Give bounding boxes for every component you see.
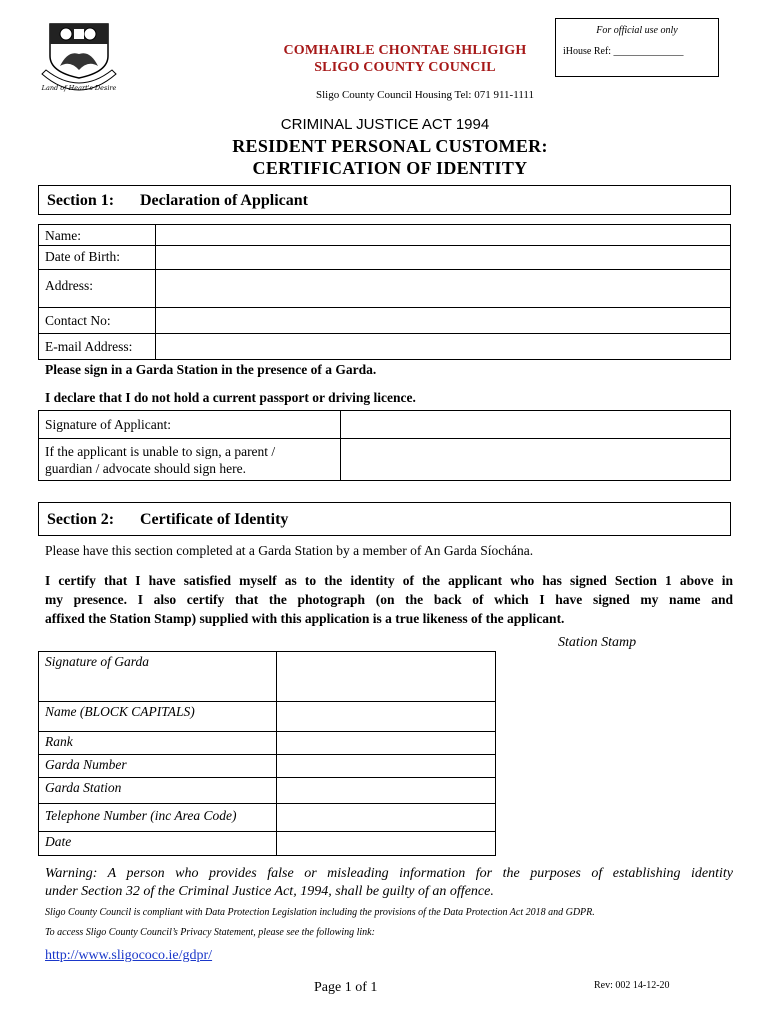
guardian-line1: If the applicant is unable to sign, a parent / (45, 444, 276, 459)
section1-header (38, 185, 731, 215)
name-label: Name: (39, 225, 156, 246)
garda-number-label: Garda Number (39, 755, 277, 778)
garda-telephone-label: Telephone Number (inc Area Code) (39, 804, 277, 832)
garda-rank-label: Rank (39, 732, 277, 755)
section1-heading: Declaration of Applicant (140, 192, 308, 209)
act-title: CRIMINAL JUSTICE ACT 1994 (280, 116, 490, 133)
signature-table (38, 410, 731, 481)
section2-heading: Certificate of Identity (140, 511, 289, 528)
certify-line3: affixed the Station Stamp) supplied with this application is a true likeness of the applicant. (45, 611, 565, 626)
guardian-line2: guardian / advocate should sign here. (45, 461, 246, 476)
applicant-details-table (38, 224, 731, 360)
email-label: E-mail Address: (39, 334, 156, 360)
section1-number: Section 1: (47, 192, 115, 209)
garda-details-table (38, 651, 496, 856)
guardian-signature-field[interactable] (341, 439, 731, 481)
name-input[interactable] (156, 225, 731, 246)
declaration-text: I declare that I do not hold a current passport or driving licence. (45, 390, 416, 405)
garda-station-field[interactable] (277, 778, 496, 804)
contact-label: Contact No: (39, 308, 156, 334)
guardian-signature-label (39, 439, 341, 481)
official-use-label: For official use only (596, 25, 678, 36)
council-name-english: SLIGO COUNTY COUNCIL (314, 60, 496, 75)
date-label: Date (39, 832, 277, 856)
certify-line1: I certify that I have satisfied myself as to the identity of the applicant who has signed Section 1 above in (45, 573, 733, 588)
garda-station-label: Garda Station (39, 778, 277, 804)
section2-number: Section 2: (47, 511, 115, 528)
section2-instruction: Please have this section completed at a Garda Station by a member of An Garda Síochána. (45, 543, 534, 558)
ihouse-ref-field[interactable]: iHouse Ref: ______________ (563, 46, 684, 57)
crest-motto: Land of Heart's Desire (41, 84, 117, 92)
date-field[interactable] (277, 832, 496, 856)
station-stamp-label: Station Stamp (558, 635, 637, 650)
garda-telephone-field[interactable] (277, 804, 496, 832)
form-title (100, 135, 680, 179)
warning-line1: Warning: A person who provides false or misleading information for the purposes of establishing identity (45, 866, 733, 881)
form-title-line1: RESIDENT PERSONAL CUSTOMER: (232, 136, 548, 156)
revision-number: Rev: 002 14-12-20 (594, 980, 670, 991)
email-input[interactable] (156, 334, 731, 360)
dob-input[interactable] (156, 246, 731, 270)
garda-name-label: Name (BLOCK CAPITALS) (39, 702, 277, 732)
data-protection-notice: Sligo County Council is compliant with Data Protection Legislation including the provisions of the Data Protection Act 2018 and GDPR. (45, 907, 595, 918)
dob-label: Date of Birth: (39, 246, 156, 270)
certify-line2: my presence. I also certify that the photograph (on the back of which I have signed my name and (45, 592, 733, 607)
warning-line2: under Section 32 of the Criminal Justice Act, 1994, shall be guilty of an offence. (45, 884, 494, 899)
warning-text (45, 865, 733, 901)
section2-header (38, 502, 731, 536)
garda-number-field[interactable] (277, 755, 496, 778)
council-name (230, 42, 580, 76)
address-label: Address: (39, 270, 156, 308)
applicant-signature-label: Signature of Applicant: (39, 411, 341, 439)
applicant-signature-field[interactable] (341, 411, 731, 439)
address-input[interactable] (156, 270, 731, 308)
housing-telephone: Sligo County Council Housing Tel: 071 911-1111 (315, 89, 534, 101)
contact-input[interactable] (156, 308, 731, 334)
garda-rank-field[interactable] (277, 732, 496, 755)
privacy-notice: To access Sligo County Council’s Privacy Statement, please see the following link: (45, 927, 375, 938)
garda-signature-field[interactable] (277, 652, 496, 702)
garda-station-instruction: Please sign in a Garda Station in the presence of a Garda. (45, 362, 377, 377)
official-use-box (555, 18, 719, 77)
page-number: Page 1 of 1 (314, 980, 378, 995)
garda-signature-label: Signature of Garda (39, 652, 277, 702)
council-name-irish: COMHAIRLE CHONTAE SHLIGIGH (283, 43, 527, 58)
garda-name-field[interactable] (277, 702, 496, 732)
certification-statement (45, 571, 733, 628)
gdpr-link[interactable]: http://www.sligococo.ie/gdpr/ (45, 948, 213, 963)
form-title-line2: CERTIFICATION OF IDENTITY (252, 158, 528, 178)
council-crest-logo (38, 20, 120, 102)
